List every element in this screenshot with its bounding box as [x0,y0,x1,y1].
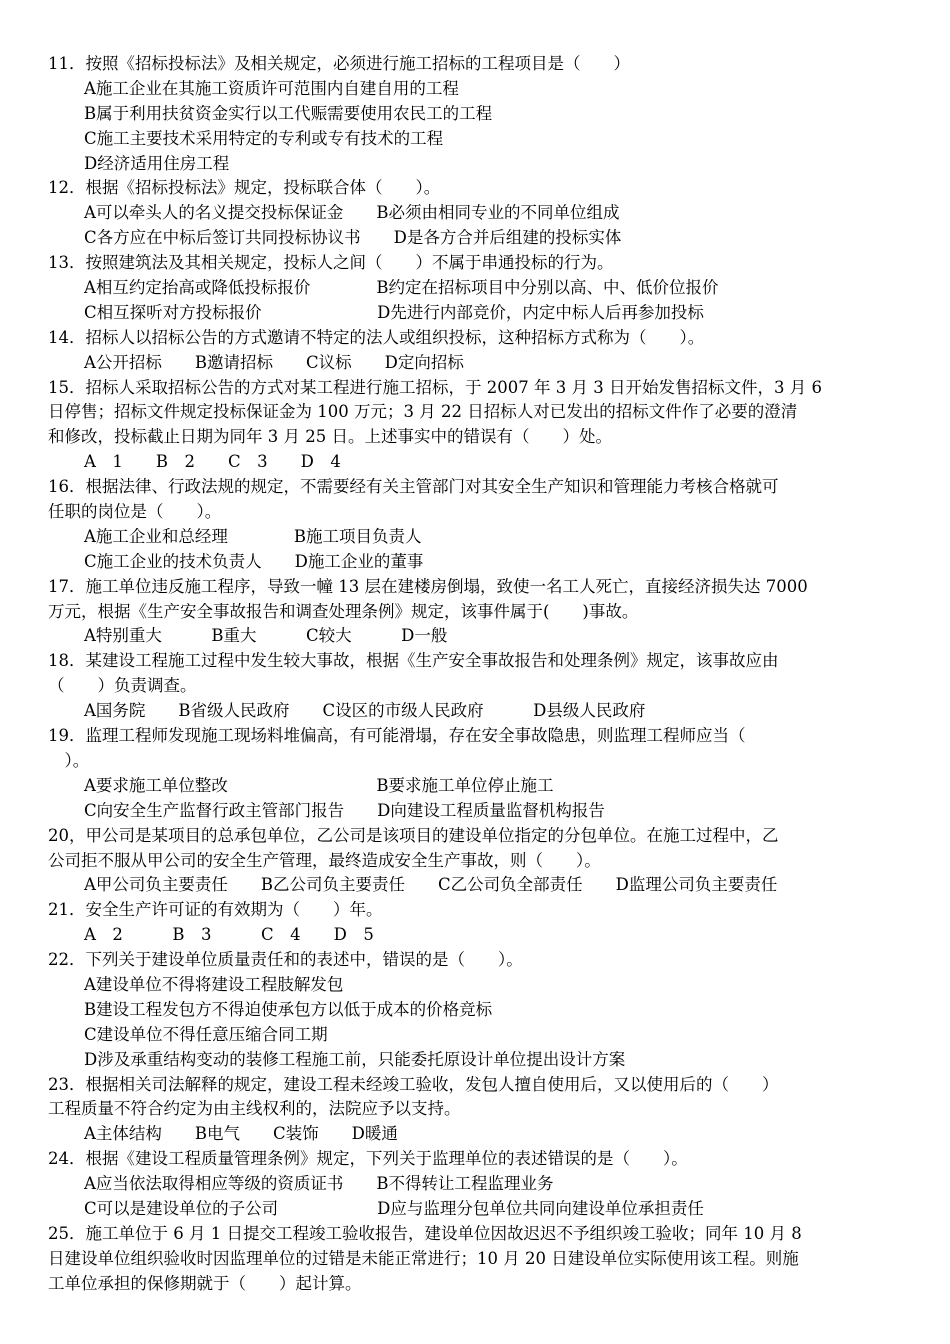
question-text-line: 19．监理工程师发现施工现场料堆偏高，有可能滑塌，存在安全事故隐患，则监理工程师应当（ [48,726,746,746]
question-text-line: 日建设单位组织验收时因监理单位的过错是未能正常进行；10 月 20 日建设单位实际使用该工程。则施 [48,1248,799,1268]
answer-option-line: A 1 B 2 C 3 D 4 [84,452,341,472]
question-text-line: 任职的岗位是（ ）。 [48,502,222,522]
answer-option-line: C施工主要技术采用特定的专利或专有技术的工程 [84,128,444,148]
question-text-line: 23．根据相关司法解释的规定，建设工程未经竣工验收，发包人擅自使用后，又以使用后的（ ） [48,1074,779,1094]
question-text-line: 16．根据法律、行政法规的规定，不需要经有关主管部门对其安全生产知识和管理能力考核合格就可 [48,477,779,497]
answer-option-line: D经济适用住房工程 [84,153,230,173]
question-text-line: 工单位承担的保修期就于（ ）起计算。 [48,1273,362,1293]
question-text-line: 和修改，投标截止日期为同年 3 月 25 日。上述事实中的错误有（ ）处。 [48,427,612,447]
answer-option-line: B建设工程发包方不得迫使承包方以低于成本的价格竞标 [84,999,493,1019]
question-text-line: 18．某建设工程施工过程中发生较大事故，根据《生产安全事故报告和处理条例》规定，该事故应由 [48,651,779,671]
answer-option-line: C施工企业的技术负责人 D施工企业的董事 [84,551,424,571]
answer-option-line: A要求施工单位整改 B要求施工单位停止施工 [84,775,554,795]
question-text-line: 公司拒不服从甲公司的安全生产管理，最终造成安全生产事故，则（ ）。 [48,850,601,870]
question-text-line: 24．根据《建设工程质量管理条例》规定，下列关于监理单位的表述错误的是（ ）。 [48,1149,688,1169]
answer-option-line: C相互探听对方投标报价 D先进行内部竞价，内定中标人后再参加投标 [84,302,704,322]
answer-option-line: B属于利用扶贫资金实行以工代赈需要使用农民工的工程 [84,103,493,123]
question-text-line: ）。 [48,750,90,770]
question-text-line: （ ）负责调查。 [48,676,197,696]
answer-option-line: C建设单位不得任意压缩合同工期 [84,1024,328,1044]
question-text-line: 15．招标人采取招标公告的方式对某工程进行施工招标，于 2007 年 3 月 3 日开始发售招标文件，3 月 6 [48,377,822,397]
answer-option-line: A特别重大 B重大 C较大 D一般 [84,626,448,646]
question-text-line: 万元，根据《生产安全事故报告和调查处理条例》规定，该事件属于( )事故。 [48,601,639,621]
question-text-line: 13．按照建筑法及其相关规定，投标人之间（ ）不属于串通投标的行为。 [48,253,614,273]
answer-option-line: A施工企业和总经理 B施工项目负责人 [84,526,422,546]
question-text-line: 12．根据《招标投标法》规定，投标联合体（ ）。 [48,178,441,198]
answer-option-line: A施工企业在其施工资质许可范围内自建自用的工程 [84,78,459,98]
answer-option-line: A建设单位不得将建设工程肢解发包 [84,974,344,994]
question-text-line: 20，甲公司是某项目的总承包单位，乙公司是该项目的建设单位指定的分包单位。在施工过程中，乙 [48,825,779,845]
answer-option-line: A相互约定抬高或降低投标报价 B约定在招标项目中分别以高、中、低价位报价 [84,278,719,298]
answer-option-line: A公开招标 B邀请招标 C议标 D定向招标 [84,352,464,372]
document-page [48,52,910,1297]
answer-option-line: D涉及承重结构变动的装修工程施工前，只能委托原设计单位提出设计方案 [84,1049,626,1069]
answer-option-line: C可以是建设单位的子公司 D应与监理分包单位共同向建设单位承担责任 [84,1198,704,1218]
question-text-line: 17．施工单位违反施工程序，导致一幢 13 层在建楼房倒塌，致使一名工人死亡，直接经济损失达 7000 [48,576,808,596]
question-text-line: 11．按照《招标投标法》及相关规定，必须进行施工招标的工程项目是（ ） [48,54,630,73]
answer-option-line: A应当依法取得相应等级的资质证书 B不得转让工程监理业务 [84,1174,554,1194]
answer-option-line: C向安全生产监督行政主管部门报告 D向建设工程质量监督机构报告 [84,800,605,820]
question-text-line: 25．施工单位于 6 月 1 日提交工程竣工验收报告，建设单位因故迟迟不予组织竣工验收；同年 10 月 8 [48,1223,802,1243]
answer-option-line: A 2 B 3 C 4 D 5 [84,925,374,945]
answer-option-line: A主体结构 B电气 C装饰 D暖通 [84,1124,398,1144]
question-text-line: 14．招标人以招标公告的方式邀请不特定的法人或组织投标，这种招标方式称为（ ）。 [48,327,705,347]
answer-option-line: A国务院 B省级人民政府 C设区的市级人民政府 D县级人民政府 [84,701,646,721]
answer-option-line: A甲公司负主要责任 B乙公司负主要责任 C乙公司负全部责任 D监理公司负主要责任 [84,875,778,895]
answer-option-line: A可以牵头人的名义提交投标保证金 B必须由相同专业的不同单位组成 [84,203,620,223]
question-text-line: 日停售；招标文件规定投标保证金为 100 万元；3 月 22 日招标人对已发出的招标文件作了必要的澄清 [48,402,798,422]
answer-option-line: C各方应在中标后签订共同投标协议书 D是各方合并后组建的投标实体 [84,228,622,248]
question-text-line: 工程质量不符合约定为由主线权利的，法院应予以支持。 [48,1099,461,1119]
question-text-line: 22．下列关于建设单位质量责任和的表述中，错误的是（ ）。 [48,950,523,970]
question-text-line: 21．安全生产许可证的有效期为（ ）年。 [48,900,383,920]
